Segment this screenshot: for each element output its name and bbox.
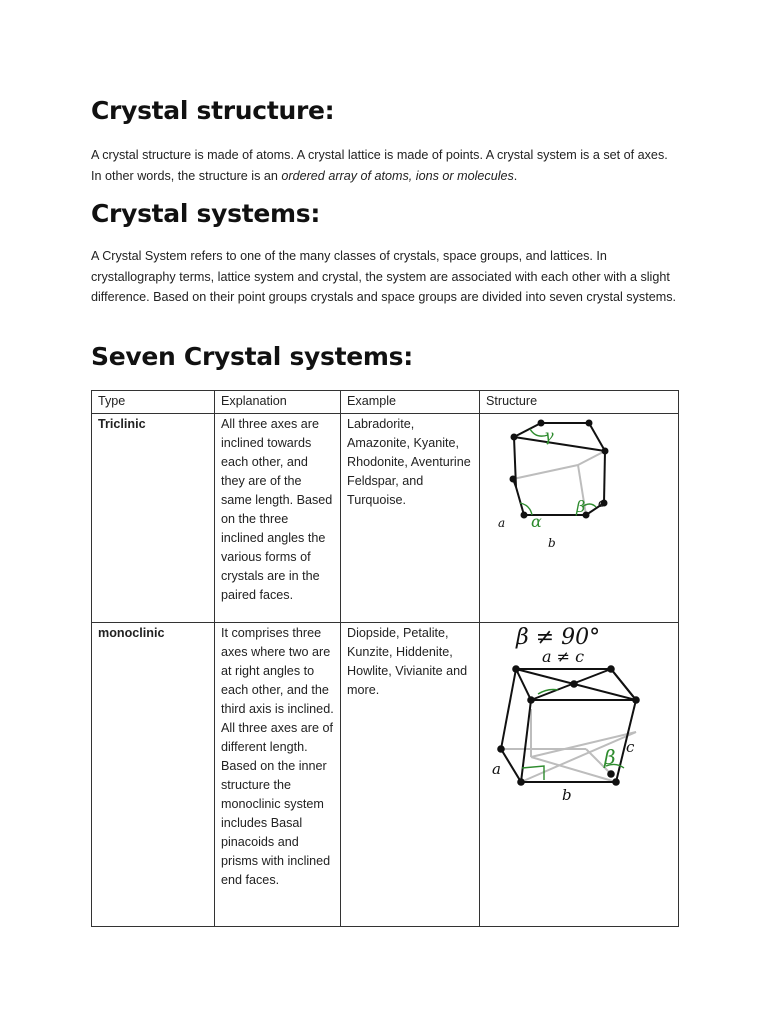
table-header-row [92,391,679,414]
crystal-systems-paragraph: A Crystal System refers to one of the many classes of crystals, space groups, and lattices. In crystallography terms, lattice system and crystal, the system are associated with each other with a slight difference. Based on their point groups crystals and space groups are divided into seven crystal systems. [91,249,676,304]
header-type: Type [92,391,215,414]
row-example: Labradorite, Amazonite, Kyanite, Rhodonite, Aventurine Feldspar, and Turquoise. [341,414,480,623]
beta-label: β [604,745,616,769]
b-axis-label: b [548,536,556,550]
row-type: monoclinic [92,623,215,927]
crystal-systems-heading: Crystal systems: [91,199,321,228]
crystal-structure-heading: Crystal structure: [91,96,335,125]
header-example: Example [341,391,480,414]
beta-not-90-title: β ≠ 90° [516,625,601,650]
table-row [92,623,679,927]
row-type: Triclinic [92,414,215,623]
header-explanation: Explanation [215,391,341,414]
c-axis-label: c [598,496,605,510]
gamma-label: γ [544,426,554,445]
a-not-c-title: a ≠ c [542,647,585,666]
row-explanation: All three axes are inclined towards each other, and they are of the same length. Based on the three inclined angles the various forms of crystals are in the paired faces. [215,414,341,623]
monoclinic-structure-cell [480,623,679,927]
table-row [92,414,679,623]
alpha-label: α [531,512,542,531]
row-explanation: It comprises three axes where two are at right angles to each other, and the third axis is inclined. All three axes are of different length. Based on the inner structure the monoclinic system includes Basal pinacoids and prisms with inclined end faces. [215,623,341,927]
triclinic-structure-cell [480,414,679,623]
seven-crystal-systems-heading: Seven Crystal systems: [91,342,413,371]
header-structure: Structure [480,391,679,414]
triclinic-lattice-diagram [486,415,684,550]
paragraph-text: A crystal structure is made of atoms. A crystal lattice is made of points. A crystal system is a set of axes. In other words, the structure is an [91,148,668,183]
monoclinic-lattice-diagram [486,624,684,804]
beta-label: β [576,497,586,516]
crystal-systems-table [91,390,679,927]
paragraph-end: . [513,168,518,183]
a-axis-label: a [498,516,506,530]
b-axis-label: b [562,786,572,804]
a-axis-label: a [492,760,501,778]
crystal-structure-paragraph [91,145,678,186]
row-example: Diopside, Petalite, Kunzite, Hiddenite, Howlite, Vivianite and more. [341,623,480,927]
paragraph-italic-text: ordered array of atoms, ions or molecules [281,168,514,183]
c-axis-label: c [626,738,635,756]
